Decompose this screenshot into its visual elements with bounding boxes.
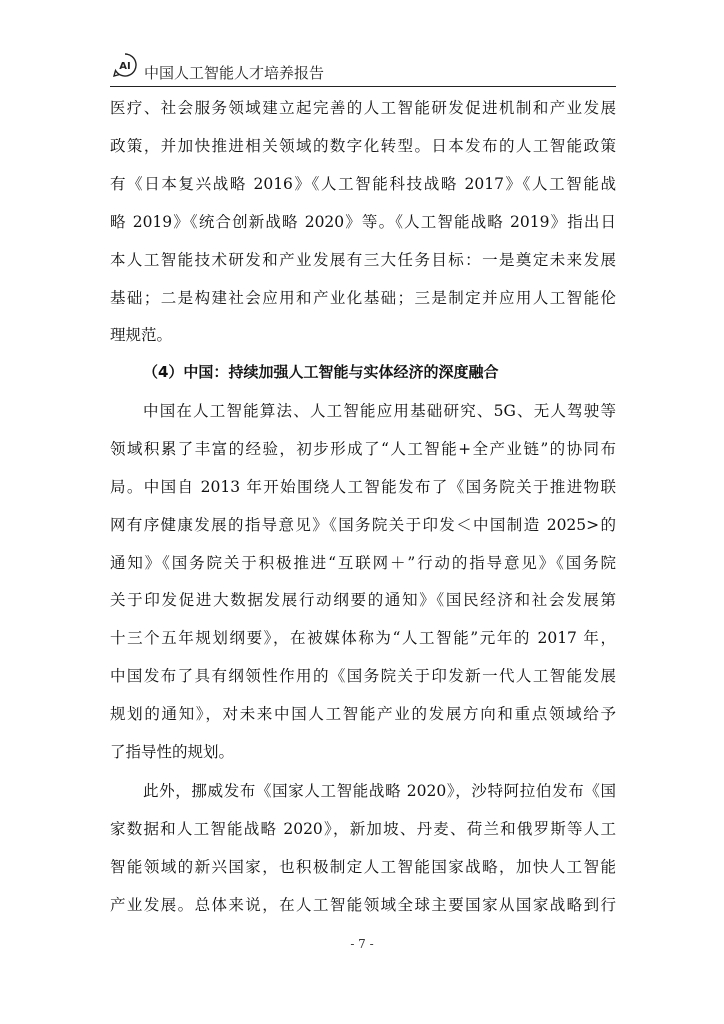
paragraph-line: 了指导性的规划。 [110,743,235,761]
paragraph-line: 本人工智能技术研发和产业发展有三大任务目标：一是奠定未来发展 [110,251,616,269]
paragraph-line: 基础；二是构建社会应用和产业化基础；三是制定并应用人工智能伦 [110,289,616,307]
paragraph-line: 关于印发促进大数据发展行动纲要的通知》《国民经济和社会发展第 [110,591,616,609]
paragraph-line: 理规范。 [110,326,173,344]
page-number: - 7 - [350,937,374,951]
paragraph-line: 略 2019》《统合创新战略 2020》等。《人工智能战略 2019》指出日 [110,213,616,231]
paragraph-line: 网有序健康发展的指导意见》《国务院关于印发＜中国制造 2025>的 [110,516,616,534]
paragraph-line: 产业发展。总体来说，在人工智能领域全球主要国家从国家战略到行 [110,896,616,914]
paragraph-line: 中国发布了具有纲领性作用的《国务院关于印发新一代人工智能发展 [110,667,616,685]
paragraph-line: 十三个五年规划纲要》，在被媒体称为“人工智能”元年的 2017 年， [110,629,616,647]
paragraph-line: 有《日本复兴战略 2016》《人工智能科技战略 2017》《人工智能战 [110,175,616,193]
paragraph-line: 规划的通知》，对未来中国人工智能产业的发展方向和重点领域给予 [110,705,616,723]
paragraph-line: 通知》《国务院关于积极推进“互联网＋”行动的指导意见》《国务院 [110,554,616,572]
paragraph-line: 医疗、社会服务领域建立起完善的人工智能研发促进机制和产业发展 [110,99,616,117]
paragraph-line: 智能领域的新兴国家，也积极制定人工智能国家战略，加快人工智能 [110,858,616,876]
ai-logo-text: AI [119,61,131,72]
ai-logo-icon [112,52,138,78]
section-heading: （4）中国：持续加强人工智能与实体经济的深度融合 [143,363,499,381]
header-title: 中国人工智能人才培养报告 [144,64,325,82]
page-header [110,50,616,87]
paragraph-line: 领域积累了丰富的经验，初步形成了“人工智能+全产业链”的协同布 [110,440,616,458]
paragraph-line: 此外，挪威发布《国家人工智能战略 2020》，沙特阿拉伯发布《国 [143,782,616,800]
paragraph-line: 中国在人工智能算法、人工智能应用基础研究、5G、无人驾驶等 [143,402,616,420]
paragraph-line: 局。中国自 2013 年开始围绕人工智能发布了《国务院关于推进物联 [110,478,616,496]
paragraph-line: 家数据和人工智能战略 2020》，新加坡、丹麦、荷兰和俄罗斯等人工 [110,820,616,838]
paragraph-line: 政策，并加快推进相关领域的数字化转型。日本发布的人工智能政策 [110,137,616,155]
